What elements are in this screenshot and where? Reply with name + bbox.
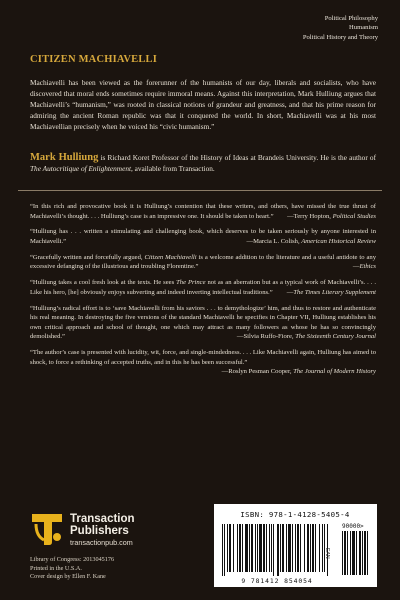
- isbn-label: ISBN: 978-1-4128-5405-4: [240, 510, 350, 519]
- barcode-bar: [347, 531, 348, 575]
- review-item: [30, 278, 376, 297]
- barcode-bar: [288, 524, 291, 572]
- review-attribution: — Roslyn Pesman Cooper, The Journal of Modern History: [222, 367, 376, 377]
- bio-text-end: , available from Transaction.: [131, 164, 215, 173]
- barcode-bar: [342, 531, 343, 575]
- barcode-bar: [222, 524, 223, 576]
- barcode-bar: [266, 524, 267, 572]
- review-attribution: — Ethics: [353, 262, 376, 272]
- subject-item: Humanism: [349, 24, 378, 32]
- review-list: [30, 202, 376, 377]
- barcode-bar: [356, 531, 357, 575]
- addon-barcode-bars: [342, 531, 372, 575]
- barcode-bar: [224, 524, 225, 576]
- publisher-url: transactionpub.com: [70, 538, 133, 547]
- review-attribution: — Terry Hopton, Political Studies: [287, 212, 376, 222]
- review-quote: “Gracefully written and forcefully argued, Citizen Machiavelli is a welcome addition to the literature and a useful antidote to any excessive defanging of the illustrious and troubling Florentine.”: [30, 253, 376, 271]
- divider: [18, 190, 382, 191]
- barcode-bar: [263, 524, 265, 572]
- barcode-bar: [255, 524, 256, 572]
- ean-label: EAN: [324, 548, 330, 559]
- review-quote: “Hulliung’s radical effort is to ‘save Machiavelli from his saviors . . . to demythologize’ him, and thus to restore and authenticate his real meaning. In destroying the five versions of the standard Machiavelli he specifies in Chapter VII, Hulliung establishes his own critical approach and school of thought, one which may attract as many followers as whose he has so convincingly demolished.”: [30, 304, 376, 341]
- barcode-bar: [239, 524, 241, 572]
- barcode-bar: [251, 524, 253, 572]
- barcode-bar: [271, 524, 272, 572]
- imprint-line: Library of Congress: 2013045176: [30, 556, 115, 563]
- barcode-bar: [257, 524, 258, 572]
- review-attribution: — Silvia Ruffo-Fiore, The Sixteenth Century Journal: [237, 332, 376, 342]
- barcode-bar: [292, 524, 293, 572]
- barcode-bar: [319, 524, 320, 572]
- barcode-bar: [237, 524, 238, 572]
- subject-item: Political History and Theory: [302, 33, 378, 41]
- publisher-logo: [30, 510, 175, 546]
- barcode-bar: [242, 524, 243, 572]
- barcode-digits: 9 781412 854054: [241, 577, 313, 585]
- barcode-bar: [269, 524, 270, 572]
- bio-text: is Richard Koret Professor of the History of Ideas at Brandeis University. He is the author of: [98, 153, 376, 162]
- barcode-bar: [312, 524, 314, 572]
- barcode-bar: [315, 524, 316, 572]
- barcode-bar: [295, 524, 296, 572]
- isbn-barcode: [214, 504, 377, 587]
- review-attribution: — Marcia L. Colish, American Historical Review: [247, 237, 376, 247]
- review-item: [30, 304, 376, 342]
- barcode-bar: [300, 524, 301, 572]
- barcode-bar: [233, 524, 234, 572]
- publisher-name-line1: Transaction: [70, 513, 135, 525]
- author-name: Mark Hulliung: [30, 152, 99, 163]
- imprint-info: [30, 556, 114, 582]
- review-quote: “Hulliung takes a cool fresh look at the texts. He sees The Prince not as an aberration but as a typical work of Machiavelli’s. . . . Like his hero, [he] obviously enjoys subverting and indeed inverting intellectual traditions.”: [30, 279, 376, 296]
- review-item: [30, 202, 376, 221]
- barcode-bar: [310, 524, 311, 572]
- author-bio: [30, 152, 376, 174]
- addon-digits: 90000>: [342, 523, 364, 530]
- imprint-line: Printed in the U.S.A.: [30, 564, 82, 572]
- barcode-bar: [350, 531, 351, 575]
- barcode-bar: [249, 524, 250, 572]
- barcode-bar: [280, 524, 281, 572]
- barcode-bar: [307, 524, 309, 572]
- subject-list: [303, 14, 378, 42]
- barcode-bar: [297, 524, 299, 572]
- transaction-t-logo-icon: [30, 510, 64, 546]
- barcode-bar: [367, 531, 368, 575]
- review-quote: “In this rich and provocative book it is Hulliung’s contention that these writers, and others, have missed the true thrust of Machiavelli’s thought. . . . Hulliung’s case is an impressive one. It should be taken to heart.”: [30, 203, 376, 220]
- review-quote: “Hulliung has . . . written a stimulating and challenging book, which deserves to be taken seriously by anyone interested in Machiavelli.”: [30, 228, 376, 245]
- book-title: CITIZEN MACHIAVELLI: [30, 54, 158, 65]
- bio-book-title: The Autocritique of Enlightenment: [30, 164, 131, 173]
- review-attribution: — The Times Literary Supplement: [287, 288, 376, 298]
- barcode-bar: [229, 524, 231, 572]
- barcode-bar: [277, 524, 279, 576]
- book-description: [30, 77, 376, 132]
- publisher-name-line2: Publishers: [70, 525, 129, 537]
- barcode-bar: [259, 524, 262, 572]
- barcode-bar: [352, 531, 355, 575]
- review-item: [30, 348, 376, 376]
- barcode-bar: [286, 524, 287, 572]
- barcode-bar: [364, 531, 366, 575]
- barcode-bar: [282, 524, 284, 572]
- barcode-bar: [304, 524, 305, 572]
- barcode-bar: [322, 524, 323, 572]
- barcode-bar: [245, 524, 248, 572]
- ean-barcode-bars: [222, 524, 328, 576]
- barcode-bar: [359, 531, 361, 575]
- barcode-bar: [344, 531, 346, 575]
- barcode-bar: [273, 524, 274, 576]
- review-item: [30, 227, 376, 246]
- description-text: Machiavelli has been viewed as the forerunner of the humanists of our day, liberals and socialists, who have discovered that moral ends sometimes require immoral means. Against this interpretation, Mark Hulliung argues that Machiavelli’s “humanism,” was rooted in classical notions of grandeur and greatness, and that his prime reason for admiring the ancient Roman republic was that it conquered the world. In short, Machiavelli was at his most Machiavellian precisely when he voiced his “civic humanism.”: [30, 78, 376, 131]
- review-item: [30, 253, 376, 272]
- barcode-bar: [362, 531, 363, 575]
- subject-item: Political Philosophy: [324, 15, 378, 22]
- imprint-line: Cover design by Ellen F. Kane: [30, 573, 106, 581]
- barcode-bar: [227, 524, 228, 572]
- review-quote: “The author’s case is presented with lucidity, wit, force, and single-mindedness. . . . Like Machiavelli again, Hulliung has aimed to shock, to force a rethinking of accepted truths, and in this he has been successful.”: [30, 349, 376, 366]
